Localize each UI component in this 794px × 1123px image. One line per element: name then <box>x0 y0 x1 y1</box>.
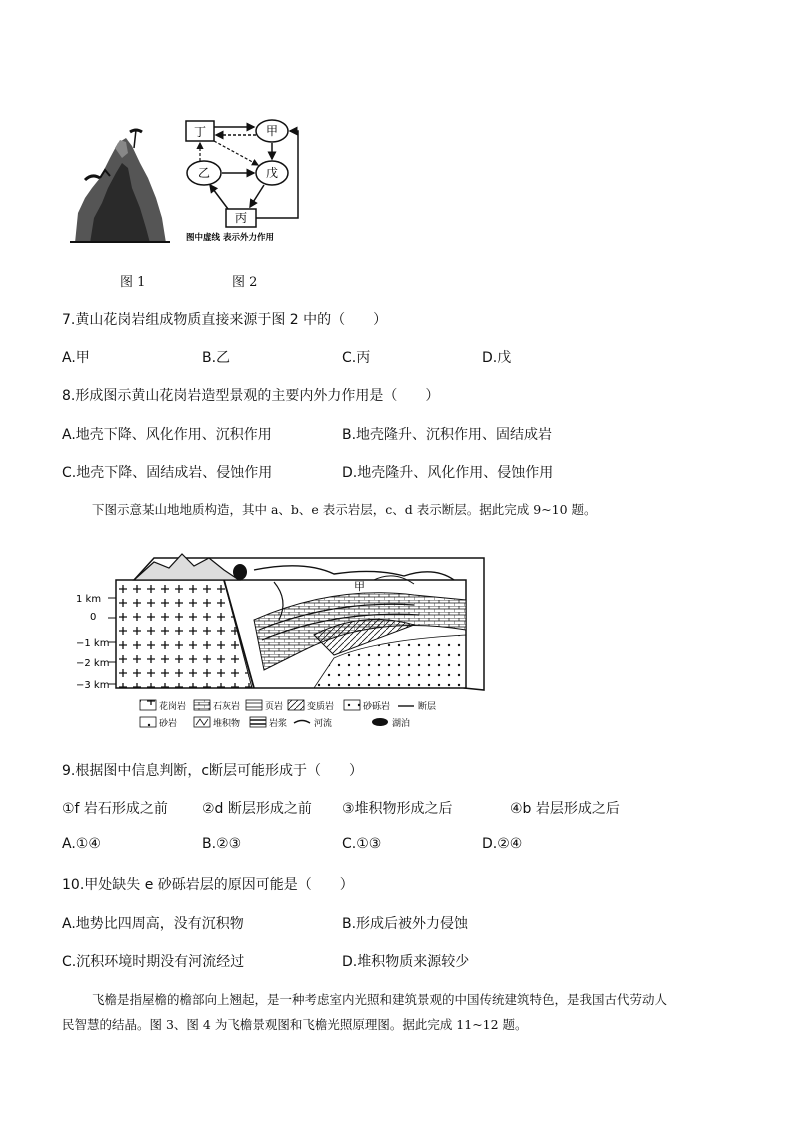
node-ding: 丁 <box>193 125 207 139</box>
q9-statement-1: ①f 岩石形成之前 <box>62 801 168 817</box>
legend-lake: 湖泊 <box>392 719 411 729</box>
y-label-0: 0 <box>90 612 97 623</box>
q10-option-b: B.形成后被外力侵蚀 <box>342 916 469 932</box>
legend-river: 河流 <box>314 719 333 729</box>
q7-option-a: A.甲 <box>62 350 90 366</box>
legend-magma: 岩浆 <box>269 719 288 729</box>
y-label-minus3km: −3 km <box>76 680 110 691</box>
figure-1-mountain-photo <box>70 118 170 243</box>
q10-stem: 10.甲处缺失 e 砂砾岩层的原因可能是（ ） <box>62 877 354 893</box>
legend-metamorphic: 变质岩 <box>307 702 335 712</box>
q10-option-a: A.地势比四周高，没有沉积物 <box>62 916 244 932</box>
q8-option-c: C.地壳下降、固结成岩、侵蚀作用 <box>62 465 273 481</box>
intro-9-10: 下图示意某山地地质构造，其中 a、b、e 表示岩层，c、d 表示断层。据此完成 9~10 题。 <box>92 502 597 517</box>
node-bing: 丙 <box>234 211 248 225</box>
q7-option-d: D.戊 <box>482 350 512 366</box>
legend-conglomerate: 砂砾岩 <box>363 702 391 712</box>
q7-stem: 7.黄山花岗岩组成物质直接来源于图 2 中的（ ） <box>62 312 388 328</box>
geologic-cross-section-figure <box>74 540 494 740</box>
q9-option-b: B.②③ <box>202 836 242 852</box>
q8-option-d: D.地壳隆升、风化作用、侵蚀作用 <box>342 465 554 481</box>
legend-sandstone: 砂岩 <box>159 719 178 729</box>
q9-option-c: C.①③ <box>342 836 382 852</box>
y-label-minus1km: −1 km <box>76 638 110 649</box>
legend-shale: 页岩 <box>265 702 284 712</box>
q7-option-c: C.丙 <box>342 350 371 366</box>
y-label-1km: 1 km <box>76 594 102 605</box>
intro-11-12-line-2: 民智慧的结晶。图 3、图 4 为飞檐景观图和飞檐光照原理图。据此完成 11~12 题。 <box>62 1017 528 1032</box>
q9-statement-2: ②d 断层形成之前 <box>202 801 312 817</box>
intro-11-12-line-1: 飞檐是指屋檐的檐部向上翘起，是一种考虑室内光照和建筑景观的中国传统建筑特色，是我国古代劳动人 <box>92 992 668 1007</box>
q9-stem: 9.根据图中信息判断，c断层可能形成于（ ） <box>62 763 364 779</box>
figure-2-rock-cycle-diagram <box>180 115 310 245</box>
q8-stem: 8.形成图示黄山花岗岩造型景观的主要内外力作用是（ ） <box>62 388 440 404</box>
q10-option-d: D.堆积物质来源较少 <box>342 954 470 970</box>
y-label-minus2km: −2 km <box>76 658 110 669</box>
figure-2-caption: 图 2 <box>232 275 258 290</box>
diagram-note: 图中虚线 表示外力作用 <box>186 233 274 243</box>
marker-jia: 甲 <box>354 580 365 593</box>
figure-1-caption: 图 1 <box>120 275 146 290</box>
legend-limestone: 石灰岩 <box>213 702 241 712</box>
q9-statement-3: ③堆积物形成之后 <box>342 801 453 817</box>
q9-option-d: D.②④ <box>482 836 523 852</box>
q9-option-a: A.①④ <box>62 836 101 852</box>
legend-fault: 断层 <box>418 702 437 712</box>
node-wu: 戊 <box>265 166 279 180</box>
legend-deposits: 堆积物 <box>213 719 241 729</box>
q8-option-a: A.地壳下降、风化作用、沉积作用 <box>62 427 272 443</box>
node-jia: 甲 <box>265 124 279 138</box>
q9-statement-4: ④b 岩层形成之后 <box>510 801 620 817</box>
legend-granite: 花岗岩 <box>159 702 187 712</box>
q7-option-b: B.乙 <box>202 350 231 366</box>
q8-option-b: B.地壳隆升、沉积作用、固结成岩 <box>342 427 553 443</box>
node-yi: 乙 <box>197 166 211 180</box>
q10-option-c: C.沉积环境时期没有河流经过 <box>62 954 245 970</box>
